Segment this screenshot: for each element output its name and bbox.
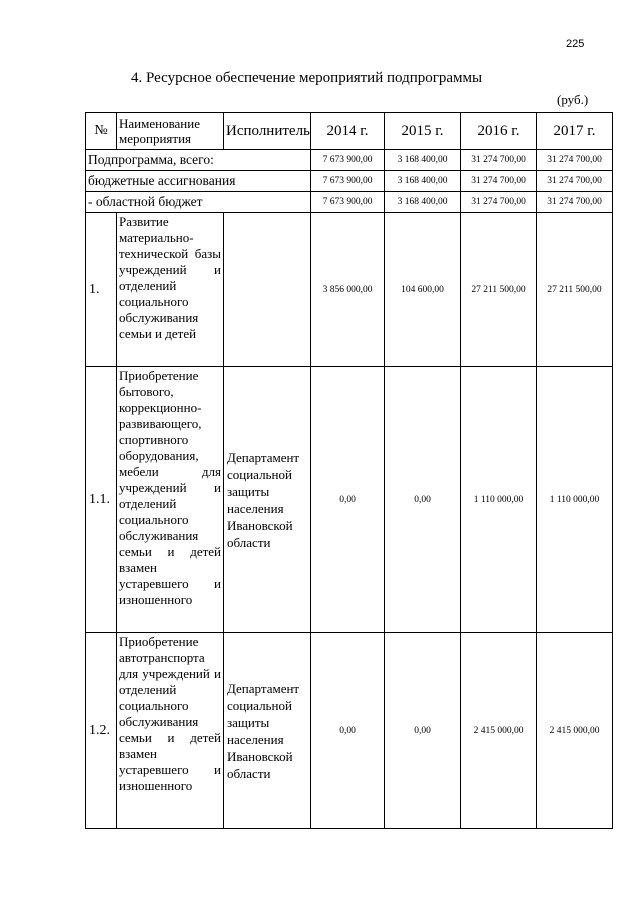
item-number: 1.1. xyxy=(86,367,117,633)
summary-value: 31 274 700,00 xyxy=(537,171,613,192)
summary-value: 3 168 400,00 xyxy=(385,192,461,213)
item-name: Приобретение автотранспорта для учреждений и отделений социального обслуживания семьи и детей взамен устаревшего и изношенного xyxy=(117,633,224,829)
item-number: 1.2. xyxy=(86,633,117,829)
summary-value: 3 168 400,00 xyxy=(385,171,461,192)
summary-label: бюджетные ассигнования xyxy=(86,171,311,192)
summary-label: Подпрограмма, всего: xyxy=(86,150,311,171)
summary-value: 31 274 700,00 xyxy=(461,150,537,171)
summary-value: 31 274 700,00 xyxy=(461,192,537,213)
item-value-2015: 104 600,00 xyxy=(385,213,461,367)
item-executor xyxy=(224,213,311,367)
table-row-item-1 xyxy=(86,213,613,367)
item-executor: Департамент социальной защиты населения Ивановской области xyxy=(224,367,311,633)
item-value-2014: 0,00 xyxy=(311,633,385,829)
summary-value: 7 673 900,00 xyxy=(311,150,385,171)
item-value-2017: 27 211 500,00 xyxy=(537,213,613,367)
header-2017: 2017 г. xyxy=(537,113,613,150)
summary-value: 7 673 900,00 xyxy=(311,171,385,192)
item-name: Развитие материально-технической базы учреждений и отделений социального обслуживания семьи и детей xyxy=(117,213,224,367)
item-value-2017: 2 415 000,00 xyxy=(537,633,613,829)
item-value-2017: 1 110 000,00 xyxy=(537,367,613,633)
header-2014: 2014 г. xyxy=(311,113,385,150)
item-value-2015: 0,00 xyxy=(385,367,461,633)
table-row-item-1-2 xyxy=(86,633,613,829)
item-executor: Департамент социальной защиты населения Ивановской области xyxy=(224,633,311,829)
item-name: Приобретение бытового, коррекционно-развивающего, спортивного оборудования, мебели для учреждений и отделений социального обслуживания семьи и детей взамен устаревшего и изношенного xyxy=(117,367,224,633)
item-number: 1. xyxy=(86,213,117,367)
item-value-2016: 27 211 500,00 xyxy=(461,213,537,367)
page-number: 225 xyxy=(566,38,585,50)
summary-row-regional xyxy=(86,192,613,213)
item-value-2016: 2 415 000,00 xyxy=(461,633,537,829)
item-value-2014: 0,00 xyxy=(311,367,385,633)
summary-value: 31 274 700,00 xyxy=(537,192,613,213)
header-2016: 2016 г. xyxy=(461,113,537,150)
summary-row-total xyxy=(86,150,613,171)
item-value-2015: 0,00 xyxy=(385,633,461,829)
header-2015: 2015 г. xyxy=(385,113,461,150)
header-number: № xyxy=(86,113,117,150)
item-value-2014: 3 856 000,00 xyxy=(311,213,385,367)
table-row-item-1-1 xyxy=(86,367,613,633)
summary-value: 7 673 900,00 xyxy=(311,192,385,213)
table-header-row xyxy=(86,113,613,150)
summary-value: 3 168 400,00 xyxy=(385,150,461,171)
summary-row-budget xyxy=(86,171,613,192)
summary-label: - областной бюджет xyxy=(86,192,311,213)
summary-value: 31 274 700,00 xyxy=(537,150,613,171)
resource-table xyxy=(85,112,613,829)
summary-value: 31 274 700,00 xyxy=(461,171,537,192)
section-title: 4. Ресурсное обеспечение мероприятий подпрограммы xyxy=(131,70,483,86)
item-value-2016: 1 110 000,00 xyxy=(461,367,537,633)
unit-label: (руб.) xyxy=(557,92,589,107)
header-executor: Исполнитель xyxy=(224,113,311,150)
header-name: Наименование мероприятия xyxy=(117,113,224,150)
